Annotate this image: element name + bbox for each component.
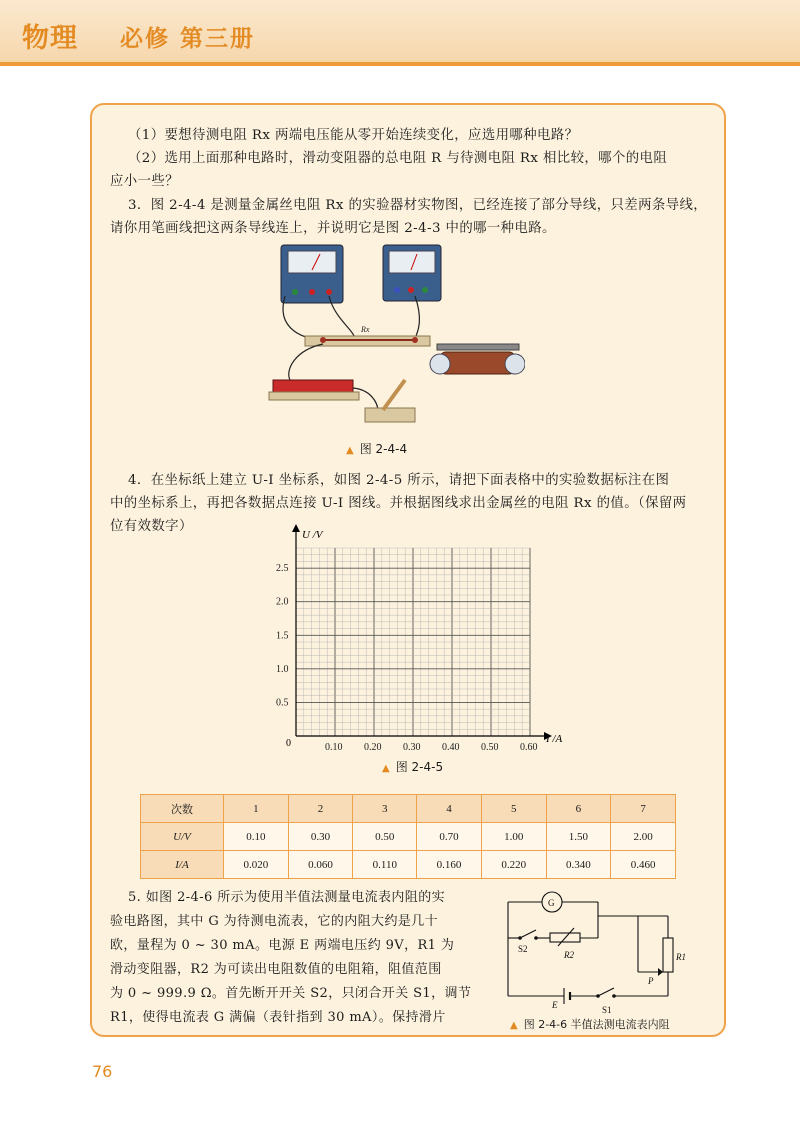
table-cell: 0.160 [417, 851, 482, 879]
table-cell: 2 [288, 795, 353, 823]
switch [365, 408, 415, 422]
table-row [141, 851, 676, 879]
label-r1: R1 [676, 952, 686, 962]
y-tick-label: 2.0 [276, 596, 289, 608]
table-cell: 1.00 [481, 823, 546, 851]
question-4-line3: 位有效数字） [110, 519, 193, 534]
figure-2-4-4-caption: ▲ 图 2-4-4 [346, 442, 408, 456]
question-5-line3: 欧，量程为 0 ~ 30 mA。电源 E 两端电压约 9V，R1 为 [110, 938, 455, 953]
table-cell: 0.110 [353, 851, 417, 879]
x-tick-label: 0.50 [481, 742, 499, 752]
table-cell: 0.30 [288, 823, 353, 851]
question-1: （1）要想待测电阻 Rx 两端电压能从零开始连续变化，应选用哪种电路？ [128, 128, 579, 143]
x-axis-label: I /A [546, 733, 563, 745]
question-4-line1: 4．在坐标纸上建立 U-I 坐标系，如图 2-4-5 所示，请把下面表格中的实验数据标注在图 [128, 473, 670, 488]
x-tick-label: 0.10 [325, 742, 343, 752]
caption-triangle-icon: ▲ [346, 445, 354, 456]
table-cell: 0.060 [288, 851, 353, 879]
table-cell: 1.50 [546, 823, 611, 851]
table-header-cell: U/V [141, 823, 224, 851]
table-cell: 5 [481, 795, 546, 823]
page-number: 76 [92, 1062, 113, 1081]
y-tick-label: 1.5 [276, 630, 289, 642]
table-cell: 2.00 [611, 823, 676, 851]
data-table [140, 794, 676, 879]
caption-triangle-icon: ▲ [382, 763, 390, 774]
question-5-line6: R1，使得电流表 G 满偏（表针指到 30 mA）。保持滑片 [110, 1010, 446, 1025]
u-i-coordinate-grid [262, 520, 572, 752]
table-cell: 7 [611, 795, 676, 823]
table-row [141, 795, 676, 823]
origin-label: 0 [286, 738, 291, 749]
table-cell: 0.10 [224, 823, 289, 851]
half-value-circuit-diagram [498, 880, 694, 1015]
table-cell: 1 [224, 795, 289, 823]
table-row [141, 823, 676, 851]
x-tick-label: 0.30 [403, 742, 421, 752]
table-cell: 0.70 [417, 823, 482, 851]
table-header-cell: I/A [141, 851, 224, 879]
book-title: 物理 [22, 23, 78, 54]
table-cell: 0.50 [353, 823, 417, 851]
table-header-cell: 次数 [141, 795, 224, 823]
y-axis-label: U /V [302, 529, 323, 541]
table-cell: 0.020 [224, 851, 289, 879]
table-cell: 6 [546, 795, 611, 823]
x-tick-label: 0.60 [520, 742, 538, 752]
caption-triangle-icon: ▲ [510, 1020, 518, 1031]
question-5-line5: 为 0 ~ 999.9 Ω。首先断开开关 S2，只闭合开关 S1，调节 [110, 986, 472, 1001]
rheostat [440, 352, 515, 374]
label-s2: S2 [518, 944, 528, 954]
table-cell: 0.220 [481, 851, 546, 879]
table-cell: 4 [417, 795, 482, 823]
question-3-line2: 请你用笔画线把这两条导线连上，并说明它是图 2-4-3 中的哪一种电路。 [110, 221, 556, 236]
question-2-line2: 应小一些？ [110, 174, 179, 189]
table-cell: 0.460 [611, 851, 676, 879]
question-3-line1: 3．图 2-4-4 是测量金属丝电阻 Rx 的实验器材实物图，已经连接了部分导线，只差两条导线， [128, 198, 708, 213]
table-cell: 0.340 [546, 851, 611, 879]
apparatus-figure [265, 240, 525, 440]
y-tick-label: 2.5 [276, 563, 289, 575]
rheostat-r1 [663, 938, 673, 972]
label-g: G [548, 898, 555, 908]
question-2-line1: （2）选用上面那种电路时，滑动变阻器的总电阻 R 与待测电阻 Rx 相比较，哪个的电阻 [128, 151, 668, 166]
table-cell: 3 [353, 795, 417, 823]
label-r2: R2 [564, 950, 574, 960]
question-4-line2: 中的坐标系上，再把各数据点连接 U-I 图线。并根据图线求出金属丝的电阻 Rx 的值。（保留两 [110, 496, 687, 511]
question-5-line2: 验电路图，其中 G 为待测电流表，它的内阻大约是几十 [110, 914, 439, 929]
x-tick-label: 0.40 [442, 742, 460, 752]
label-s1: S1 [602, 1005, 612, 1015]
figure-2-4-5-caption: ▲ 图 2-4-5 [382, 760, 444, 774]
x-tick-label: 0.20 [364, 742, 382, 752]
question-5-line4: 滑动变阻器，R2 为可读出电阻数值的电阻箱，阻值范围 [110, 962, 442, 977]
label-e: E [552, 1000, 558, 1010]
figure-2-4-6-caption: ▲ 图 2-4-6 半值法测电流表内阻 [510, 1018, 670, 1031]
slider-arrow-icon [658, 968, 663, 976]
question-5-line1: 5. 如图 2-4-6 所示为使用半值法测量电流表内阻的实 [128, 890, 445, 905]
y-tick-label: 1.0 [276, 663, 289, 675]
rx-label: Rx [361, 325, 370, 334]
y-tick-label: 0.5 [276, 697, 289, 709]
label-p: P [648, 976, 654, 986]
y-axis-arrow-icon [292, 524, 300, 532]
page-header [0, 0, 800, 66]
book-subtitle: 必修 第三册 [120, 26, 256, 52]
